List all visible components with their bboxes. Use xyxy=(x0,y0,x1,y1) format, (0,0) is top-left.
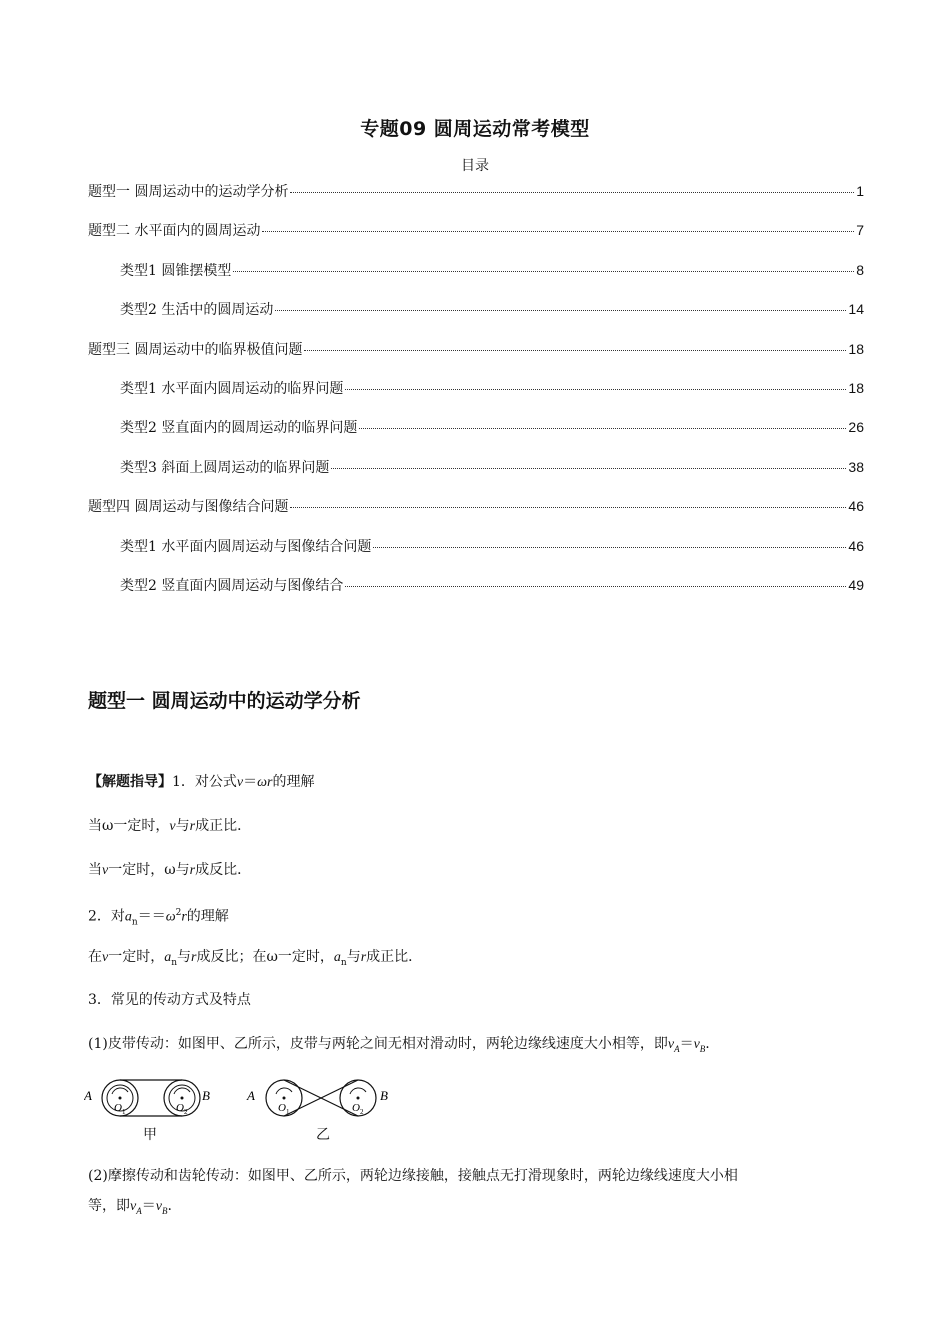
axis-dot xyxy=(357,1097,360,1100)
toc-leader-dots xyxy=(290,192,854,193)
toc-leader-dots xyxy=(275,310,846,311)
toc-entry-label: 类型1 水平面内圆周运动与图像结合问题 xyxy=(120,539,372,555)
toc-entry-page-number: 46 xyxy=(848,498,864,514)
point-a-label: A xyxy=(84,1088,92,1103)
rotation-arrow-icon xyxy=(174,1088,190,1094)
toc-entry-label: 题型一 圆周运动中的运动学分析 xyxy=(88,184,289,200)
toc-entry[interactable] xyxy=(120,260,864,280)
toc-leader-dots xyxy=(233,271,854,272)
axis-dot xyxy=(283,1097,286,1100)
toc-entry-label: 题型四 圆周运动与图像结合问题 xyxy=(88,499,289,515)
o2-subscript: 2 xyxy=(360,1108,364,1116)
toc-leader-dots xyxy=(373,547,846,548)
toc-entry-label: 类型2 竖直面内圆周运动与图像结合 xyxy=(120,578,344,594)
o2-label: O xyxy=(352,1102,360,1114)
toc-entry-page-number: 8 xyxy=(856,262,864,278)
o1-label: O xyxy=(114,1102,122,1114)
guide-paragraph-1: 【解题指导】1．对公式v＝ωr的理解 xyxy=(88,774,315,790)
toc-entry[interactable] xyxy=(120,457,864,477)
axis-dot xyxy=(181,1097,184,1100)
toc-entry-page-number: 14 xyxy=(848,301,864,317)
guide-paragraph-5: 在v一定时，$a_n$与r成反比；在ω一定时，$a_n$与r成正比． xyxy=(88,949,423,968)
o1-subscript: 1 xyxy=(286,1108,290,1116)
toc-leader-dots xyxy=(345,586,846,587)
o1-subscript: 1 xyxy=(122,1108,126,1116)
rotation-arrow-icon xyxy=(350,1088,366,1094)
axis-dot xyxy=(119,1097,122,1100)
rotation-arrow-icon xyxy=(112,1088,128,1094)
point-b-label: B xyxy=(202,1088,210,1103)
toc-entry[interactable] xyxy=(120,299,864,319)
toc-entry[interactable] xyxy=(120,378,864,398)
toc-entry[interactable] xyxy=(120,575,864,595)
toc-entry-page-number: 1 xyxy=(856,183,864,199)
toc-entry[interactable] xyxy=(88,496,864,516)
point-b-label: B xyxy=(380,1088,388,1103)
toc-entry-label: 题型二 水平面内的圆周运动 xyxy=(88,223,261,239)
toc-entry-label: 类型3 斜面上圆周运动的临界问题 xyxy=(120,460,330,476)
open-belt-drive-figure xyxy=(84,1076,224,1120)
toc-entry-label: 类型1 圆锥摆模型 xyxy=(120,263,232,279)
o2-label: O xyxy=(176,1102,184,1114)
section-heading: 题型一 圆周运动中的运动学分析 xyxy=(88,690,361,712)
toc-leader-dots xyxy=(331,468,846,469)
toc-entry-page-number: 26 xyxy=(848,419,864,435)
guide-paragraph-8-line-2: 等，即$v_A=v_B$. xyxy=(88,1198,172,1216)
toc-leader-dots xyxy=(290,507,846,508)
toc-entry[interactable] xyxy=(88,181,864,201)
toc-entry[interactable] xyxy=(120,417,864,437)
document-title: 专题09 圆周运动常考模型 xyxy=(360,118,590,140)
guide-paragraph-2: 当ω一定时，v与r成正比． xyxy=(88,818,252,834)
toc-entry-page-number: 7 xyxy=(856,222,864,238)
toc-entry[interactable] xyxy=(88,339,864,359)
guide-paragraph-6: 3．常见的传动方式及特点 xyxy=(88,992,251,1008)
toc-entry-page-number: 18 xyxy=(848,341,864,357)
figure-caption-jia: 甲 xyxy=(143,1127,157,1143)
toc-entry[interactable] xyxy=(88,220,864,240)
toc-leader-dots xyxy=(359,428,846,429)
toc-entry-label: 类型1 水平面内圆周运动的临界问题 xyxy=(120,381,344,397)
rotation-arrow-icon xyxy=(276,1088,292,1094)
guide-paragraph-8-line-1: (2)摩擦传动和齿轮传动：如图甲、乙所示，两轮边缘接触，接触点无打滑现象时，两轮边缘线速度大小相 xyxy=(88,1168,738,1184)
o2-subscript: 2 xyxy=(184,1108,188,1116)
toc-leader-dots xyxy=(262,231,854,232)
toc-leader-dots xyxy=(304,350,846,351)
guide-paragraph-7: (1)皮带传动：如图甲、乙所示，皮带与两轮之间无相对滑动时，两轮边缘线速度大小相等，即$v_A=v_B$. xyxy=(88,1036,710,1054)
toc-heading: 目录 xyxy=(461,158,489,174)
toc-entry-label: 题型三 圆周运动中的临界极值问题 xyxy=(88,342,303,358)
toc-entry-label: 类型2 生活中的圆周运动 xyxy=(120,302,274,318)
toc-entry-page-number: 49 xyxy=(848,577,864,593)
o1-label: O xyxy=(278,1102,286,1114)
toc-leader-dots xyxy=(345,389,846,390)
toc-entry-page-number: 38 xyxy=(848,459,864,475)
guide-paragraph-4: 2．对$a_n==\omega^2r$的理解 xyxy=(88,908,229,928)
figure-caption-yi: 乙 xyxy=(316,1127,330,1143)
point-a-label: A xyxy=(247,1088,255,1103)
guide-paragraph-3: 当v一定时，ω与r成反比． xyxy=(88,862,252,878)
crossed-belt-drive-figure xyxy=(246,1076,396,1120)
toc-entry-label: 类型2 竖直面内的圆周运动的临界问题 xyxy=(120,420,358,436)
toc-entry-page-number: 46 xyxy=(848,538,864,554)
toc-entry[interactable] xyxy=(120,536,864,556)
toc-entry-page-number: 18 xyxy=(848,380,864,396)
